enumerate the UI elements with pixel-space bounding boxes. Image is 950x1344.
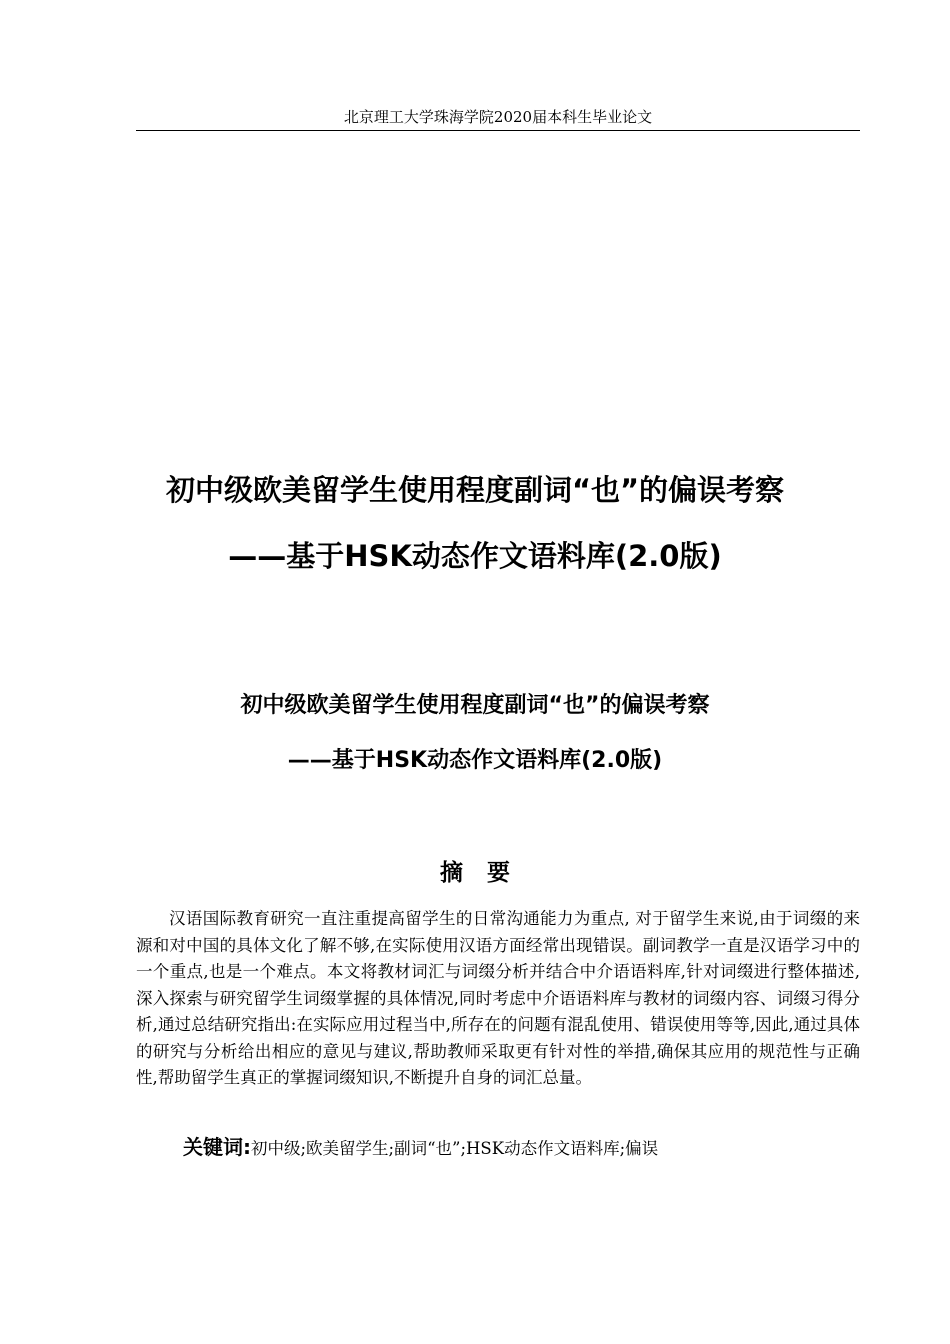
sub-title-line-1: 初中级欧美留学生使用程度副词“也”的偏误考察 xyxy=(240,693,710,718)
sub-title-line-2: ——基于HSK动态作文语料库(2.0版) xyxy=(287,748,663,773)
main-title-line-1: 初中级欧美留学生使用程度副词“也”的偏误考察 xyxy=(165,473,785,507)
keywords-line xyxy=(183,1133,658,1163)
main-title-line-2: ——基于HSK动态作文语料库(2.0版) xyxy=(228,539,722,573)
keywords-label: 关键词: xyxy=(183,1135,251,1159)
abstract-paragraph: 汉语国际教育研究一直注重提高留学生的日常沟通能力为重点, 对于留学生来说,由于词缀的来源和对中国的具体文化了解不够,在实际使用汉语方面经常出现错误。副词教学一直是汉语学习中的一个重点,也是一个难点。本文将教材词汇与词缀分析并结合中介语语料库,针对词缀进行整体描述,深入探索与研究留学生词缀掌握的具体情况,同时考虑中介语语料库与教材的词缀内容、词缀习得分析,通过总结研究指出:在实际应用过程当中,所存在的问题有混乱使用、错误使用等等,因此,通过具体的研究与分析给出相应的意见与建议,帮助教师采取更有针对性的举措,确保其应用的规范性与正确性,帮助留学生真正的掌握词缀知识,不断提升自身的词汇总量。 xyxy=(136,909,860,1087)
header-divider xyxy=(136,130,860,131)
keywords-value: 初中级;欧美留学生;副词“也”;HSK动态作文语料库;偏误 xyxy=(251,1139,659,1158)
page-header: 北京理工大学珠海学院2020届本科生毕业论文 xyxy=(343,108,653,126)
abstract-heading: 摘要 xyxy=(440,860,534,886)
